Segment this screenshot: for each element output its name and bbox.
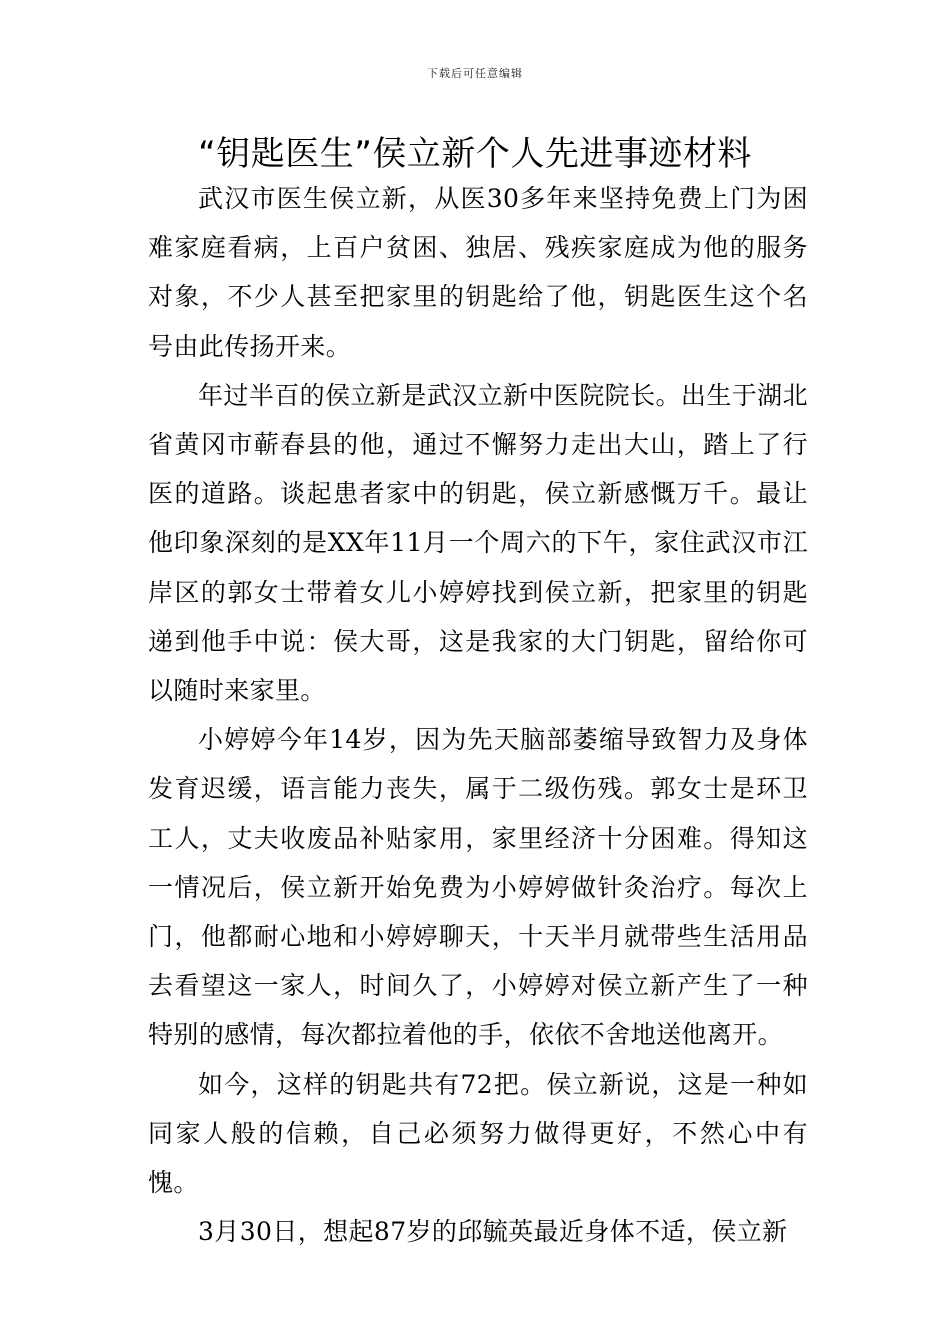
document-title: “钥匙医生”侯立新个人先进事迹材料 bbox=[198, 134, 752, 174]
paragraph-1: 武汉市医生侯立新，从医30多年来坚持免费上门为困难家庭看病，上百户贫困、独居、残疾家庭成为他的服务对象，不少人甚至把家里的钥匙给了他，钥匙医生这个名号由此传扬开来。 bbox=[148, 184, 808, 361]
paragraph-5: 3月30日，想起87岁的邱毓英最近身体不适，侯立新 bbox=[198, 1217, 788, 1247]
paragraph-3: 小婷婷今年14岁，因为先天脑部萎缩导致智力及身体发育迟缓，语言能力丧失，属于二级伤残。郭女士是环卫工人，丈夫收废品补贴家用，家里经济十分困难。得知这一情况后，侯立新开始免费为小婷婷做针灸治疗。每次上门，他都耐心地和小婷婷聊天，十天半月就带些生活用品去看望这一家人，时间久了，小婷婷对侯立新产生了一种特别的感情，每次都拉着他的手，依依不舍地送他离开。 bbox=[148, 725, 808, 1050]
paragraph-2: 年过半百的侯立新是武汉立新中医院院长。出生于湖北省黄冈市蕲春县的他，通过不懈努力走出大山，踏上了行医的道路。谈起患者家中的钥匙，侯立新感慨万千。最让他印象深刻的是XX年11月一个周六的下午，家住武汉市江岸区的郭女士带着女儿小婷婷找到侯立新，把家里的钥匙递到他手中说：侯大哥，这是我家的大门钥匙，留给你可以随时来家里。 bbox=[148, 380, 808, 706]
header-note: 下载后可任意编辑 bbox=[427, 67, 523, 80]
document-body bbox=[148, 174, 808, 1256]
paragraph-4: 如今，这样的钥匙共有72把。侯立新说，这是一种如同家人般的信赖，自己必须努力做得更好，不然心中有愧。 bbox=[148, 1069, 808, 1198]
